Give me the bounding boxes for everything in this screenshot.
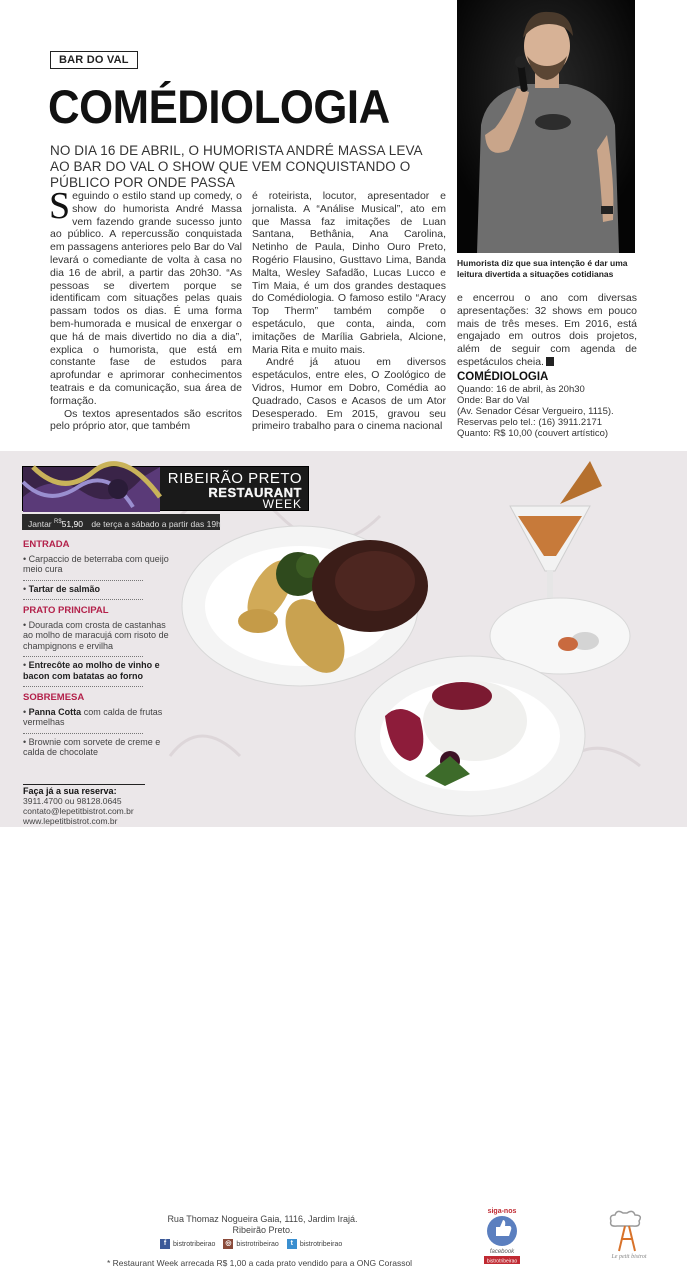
event-info-line: Reservas pelo tel.: (16) 3911.2171 [457,417,603,428]
social-handle: bistrotribeirao [236,1240,279,1248]
menu-dish: • Brownie com sorvete de creme e calda de chocolate [23,736,161,757]
menu-dish: • Carpaccio de beterraba com queijo meio cura [23,553,169,574]
paragraph [49,185,242,408]
price-bar [22,514,220,530]
divider [23,733,143,734]
reservation-site[interactable]: www.lepetitbistrot.com.br [23,816,118,826]
drop-cap: S [49,185,71,227]
footnote: * Restaurant Week arrecada R$ 1,00 a cada prato vendido para a ONG Corassol [107,1258,413,1268]
photo-caption: Humorista diz que sua intenção é dar uma leitura divertida a situações cotidianas [457,258,628,279]
event-info-line: (Av. Senador César Vergueiro, 1115). [457,406,614,417]
logo-text: Le petit bistrot [611,1254,647,1260]
event-info-line: Quando: 16 de abril, às 20h30 [457,384,585,395]
divider [23,656,143,657]
paragraph [457,292,637,369]
event-info-line: Quanto: R$ 10,00 (couvert artístico) [457,428,609,439]
paragraph-text: eguindo o estilo stand up comedy, o show do humorista André Massa vem fazendo grande sucesso junto ao público. A repercussão conquistada em passagens anteriores pelo Bar do Val levará o comediante de volta à casa no dia 16 de abril, a partir das 20h30. “As pessoas se divertem porque se identificam com situações pelas quais passam todos os dias. É uma forma bem-humorada e musical de enxergar o que há de mais divertido no dia a dia”, explica o humorista, que está em constante fase de estudos para aprofundar e aprimorar conhecimentos teatrais e da comunicação, sua área de formação. [50,190,242,407]
reservation-email[interactable]: contato@lepetitbistrot.com.br [23,806,134,816]
paragraph: Os textos apresentados são escritos pelo próprio ator, que também [50,407,242,433]
paragraph-text: e encerrou o ano com diversas apresentações: 32 shows em pouco mais de três meses. Em 2016, está engajado em outros dois projetos, além de seguir com agenda de espetáculos cheia. [457,292,637,368]
reservation-phones: 3911.4700 ou 98128.0645 [23,796,122,806]
divider [23,580,143,581]
reservation-title: Faça já a sua reserva: [23,786,117,796]
social-facebook[interactable] [160,1239,215,1249]
menu-category-sobremesa: SOBREMESA [23,692,85,703]
social-handle: bistrotribeirao [173,1240,216,1248]
facebook-icon: f [160,1239,170,1249]
badge-mid-text: facebook [489,1249,515,1255]
comedian-illustration [457,0,635,253]
social-handle: bistrotribeirao [299,1240,343,1248]
menu-dish: • Entrecôte ao molho de vinho e bacon com batatas ao forno [23,660,160,681]
paragraph: André já atuou em diversos espetáculos, entre eles, O Zoológico de Vidros, Humor em Dobro, Comédia ao Quadrado, Casos e Acasos de um Ator Desesperado. Em 2015, gravou seu primeiro trabalho para o cinema nacional [252,356,446,433]
address-line: Rua Thomaz Nogueira Gaia, 1116, Jardim Irajá. [167,1214,358,1224]
article-column-1 [49,185,242,433]
badge-bottom-text: bistrotribeirao [486,1258,518,1265]
event-info-line: Onde: Bar do Val [457,395,530,406]
price-days: de terça a sábado a partir das 19h [91,518,221,529]
social-twitter[interactable] [287,1239,342,1249]
article-column-3 [457,292,637,369]
article-title: COMÉDIOLOGIA [48,80,390,133]
restaurant-week-banner [22,466,309,511]
banner-restaurant: RESTAURANT [208,485,302,500]
instagram-icon: ◎ [225,1240,232,1247]
end-mark-icon [546,357,554,366]
paragraph: é roteirista, locutor, apresentador e jornalista. A “Análise Musical”, ato em que Massa faz imitações de Luan Santana, Bethânia, Ana Carolina, Netinho de Paula, Dinho Ouro Preto, Rogério Flausino, Gusttavo Lima, Banda Malta, Wesley Safadão, Lucas Lucco e Tim Maia, é um dos grandes destaques do Comédiologia. O famoso estilo “Aracy Top Therm” também compõe o espetáculo, que conta, ainda, com imitações de Marília Gabriela, Alcione, Maria Rita e muito mais. [252,190,446,356]
twitter-icon: t [287,1239,297,1249]
restaurant-week-ad [0,451,687,1268]
comedian-photo [457,0,635,253]
price-currency: R$ [54,519,62,525]
article-subtitle: NO DIA 16 DE ABRIL, O HUMORISTA ANDRÉ MASSA LEVA AO BAR DO VAL O SHOW QUE VEM CONQUISTANDO O PÚBLICO POR ONDE PASSA [50,143,422,190]
food-photo-illustration [167,456,670,831]
badge-top-text: siga-nos [487,1208,517,1215]
menu-category-principal: PRATO PRINCIPAL [23,605,109,616]
divider [23,599,143,600]
article-column-2 [252,190,446,433]
banner-title [168,471,302,510]
section-tag: BAR DO VAL [50,51,138,69]
le-petit-bistrot-logo [597,1209,661,1263]
menu-dish: • Dourada com crosta de castanhas ao molho de maracujá com risoto de champignons e ervilha [23,619,169,651]
menu-dish: • Tartar de salmão [23,583,101,594]
social-links [160,1239,342,1249]
abstract-art-graphic [23,467,160,512]
event-info-box [457,372,637,439]
banner-week: WEEK [262,497,302,511]
ad-footer [0,827,687,1268]
event-info-title: COMÉDIOLOGIA [457,371,549,383]
menu-category-entrada: ENTRADA [23,539,70,550]
address-line: Ribeirão Preto. [232,1225,293,1235]
social-instagram[interactable] [223,1239,278,1249]
price-label: Jantar [28,518,52,529]
reservation-info [23,784,183,826]
restaurant-address [150,1214,375,1236]
banner-city: RIBEIRÃO PRETO [167,470,302,487]
price-value: 51,90 [61,518,83,529]
divider [23,686,143,687]
divider [23,784,145,785]
menu-dish: • Panna Cotta com calda de frutas vermelhas [23,706,163,727]
menu-list [23,540,173,758]
facebook-follow-badge[interactable] [482,1205,522,1265]
